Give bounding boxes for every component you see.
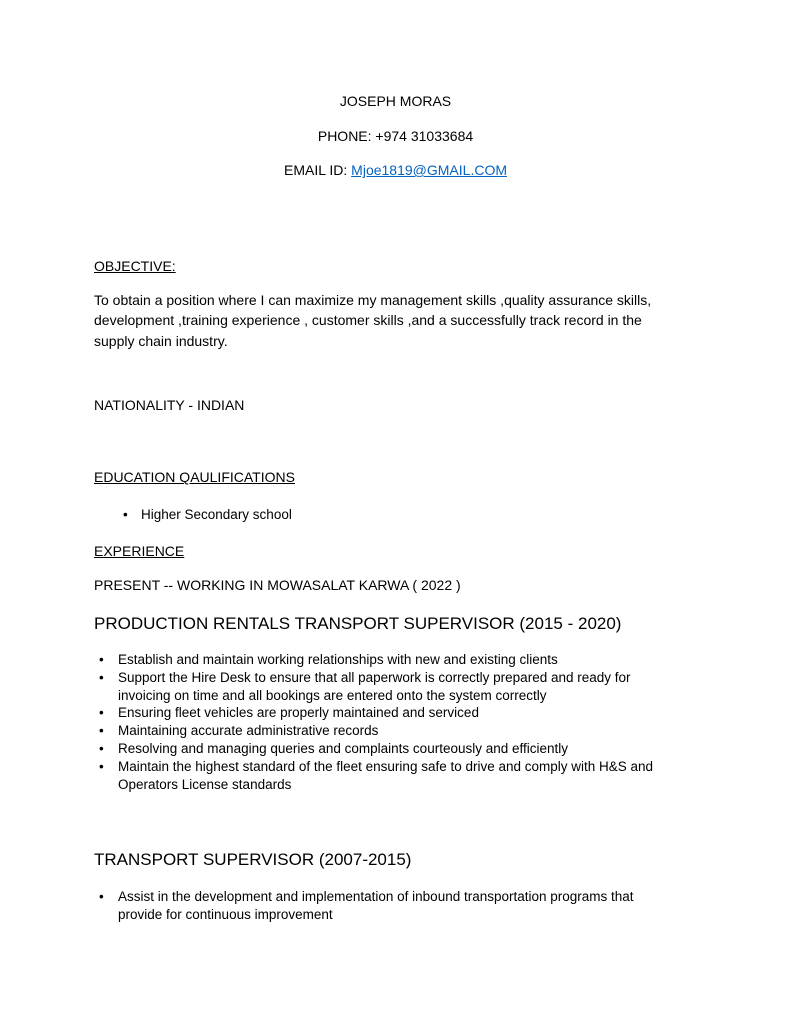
present-role-line: PRESENT -- WORKING IN MOWASALAT KARWA ( 2022 ) <box>94 577 461 594</box>
experience-heading: EXPERIENCE <box>94 542 185 559</box>
objective-text: To obtain a position where I can maximize my management skills ,quality assurance skills, development ,training experience , customer skills ,and a successfully track record in the supply chain industry. <box>94 292 652 349</box>
list-item: • Ensuring fleet vehicles are properly maintained and serviced <box>94 704 677 722</box>
job1-duties-list <box>94 651 677 794</box>
job2-duties-list <box>94 888 677 924</box>
email-link[interactable]: Mjoe1819@GMAIL.COM <box>351 162 507 178</box>
list-item: • Support the Hire Desk to ensure that all paperwork is correctly prepared and ready for invoicing on time and all bookings are entered onto the system correctly <box>94 669 677 705</box>
email-line <box>0 162 791 180</box>
candidate-name: JOSEPH MORAS <box>339 93 452 109</box>
job-title-transport-supervisor: TRANSPORT SUPERVISOR (2007-2015) <box>94 850 412 870</box>
list-item: • Assist in the development and implementation of inbound transportation programs that provide for continuous improvement <box>94 888 677 924</box>
education-item: • Higher Secondary school <box>94 506 677 524</box>
nationality-line: NATIONALITY - INDIAN <box>94 396 245 413</box>
contact-header <box>0 0 791 180</box>
education-list <box>94 506 677 524</box>
phone-line: PHONE: +974 31033684 <box>317 127 474 144</box>
objective-heading: OBJECTIVE: <box>94 257 176 274</box>
list-item: • Establish and maintain working relationships with new and existing clients <box>94 651 677 669</box>
job-title-production-rentals-supervisor: PRODUCTION RENTALS TRANSPORT SUPERVISOR (2015 - 2020) <box>94 613 622 633</box>
education-heading: EDUCATION QAULIFICATIONS <box>94 469 295 486</box>
list-item: • Maintain the highest standard of the fleet ensuring safe to drive and comply with H&S and Operators License standards <box>94 758 677 794</box>
document-body <box>0 258 791 924</box>
email-label: EMAIL ID: <box>284 162 352 178</box>
list-item: • Maintaining accurate administrative records <box>94 722 677 740</box>
list-item: • Resolving and managing queries and complaints courteously and efficiently <box>94 740 677 758</box>
